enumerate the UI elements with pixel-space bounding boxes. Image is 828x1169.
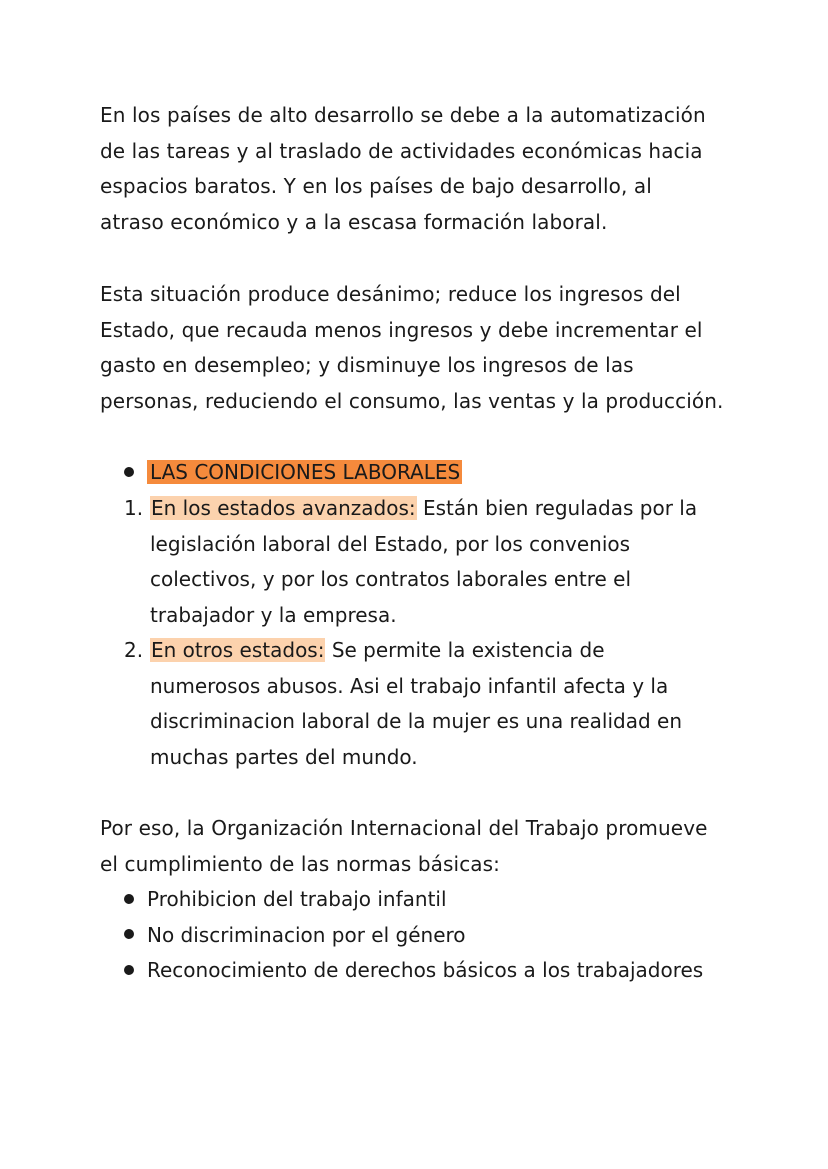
section-heading	[124, 456, 462, 488]
highlighted-term: En otros estados:	[151, 638, 325, 662]
item-text: Se permite la existencia de	[325, 638, 605, 662]
list-number: 1.	[124, 496, 144, 520]
text-line: el cumplimiento de las normas básicas:	[100, 851, 501, 876]
bullet-text: Reconocimiento de derechos básicos a los trabajadores	[147, 958, 704, 982]
numbered-list-item	[124, 491, 764, 633]
text-line: discriminacion laboral de la mujer es una realidad en	[150, 709, 682, 733]
bullet-text: No discriminacion por el género	[147, 922, 466, 947]
list-number: 2.	[124, 638, 144, 662]
text-line: colectivos, y por los contratos laborales entre el	[150, 567, 632, 591]
bullet-icon	[124, 965, 134, 975]
numbered-list-item	[124, 633, 764, 775]
text-line: En los países de alto desarrollo se debe a la automatización	[100, 103, 706, 127]
text-line: personas, reduciendo el consumo, las ventas y la producción.	[100, 388, 724, 413]
bullet-text: Prohibicion del trabajo infantil	[147, 887, 447, 911]
highlighted-term: En los estados avanzados:	[151, 496, 416, 520]
item-text: Están bien reguladas por la	[416, 496, 698, 520]
bullet-list-item	[124, 882, 703, 918]
bullet-icon	[124, 929, 134, 939]
numbered-list	[124, 491, 764, 775]
text-line: gasto en desempleo; y disminuye los ingresos de las	[100, 353, 634, 377]
section-heading-text: LAS CONDICIONES LABORALES	[147, 460, 462, 484]
text-line: Esta situación produce desánimo; reduce los ingresos del	[100, 282, 681, 306]
bullet-list-item	[124, 953, 703, 989]
text-line: Por eso, la Organización Internacional del Trabajo promueve	[100, 816, 708, 840]
text-line: trabajador y la empresa.	[150, 602, 397, 627]
text-line: atraso económico y a la escasa formación laboral.	[100, 209, 608, 234]
paragraph-unemployment-effects	[100, 277, 740, 419]
text-line: muchas partes del mundo.	[150, 744, 418, 769]
text-line: Estado, que recauda menos ingresos y debe incrementar el	[100, 317, 703, 342]
paragraph-ilo-norms	[100, 811, 740, 882]
bullet-icon	[124, 894, 134, 904]
bullet-icon	[124, 467, 134, 477]
text-line: numerosos abusos. Asi el trabajo infantil afecta y la	[150, 673, 669, 698]
text-line: de las tareas y al traslado de actividades económicas hacia	[100, 138, 703, 163]
text-line: espacios baratos. Y en los países de bajo desarrollo, al	[100, 174, 652, 198]
text-line: legislación laboral del Estado, por los convenios	[150, 531, 631, 556]
bullet-list	[124, 882, 703, 989]
paragraph-unemployment-causes	[100, 98, 740, 240]
bullet-list-item	[124, 918, 703, 954]
